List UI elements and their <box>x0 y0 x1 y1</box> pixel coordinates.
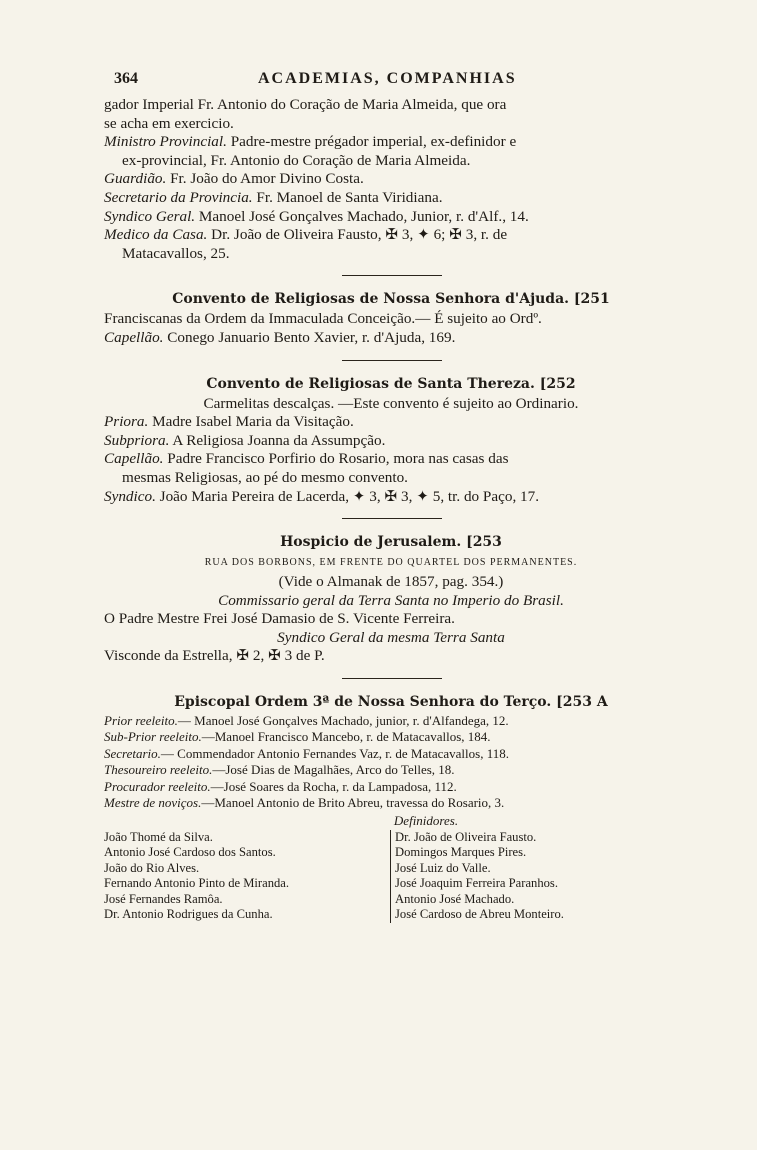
text-line: se acha em exercicio. <box>104 114 234 132</box>
officer-line: Thesoureiro reeleito.—José Dias de Magalhães, Arco do Telles, 18. <box>104 762 455 778</box>
officer-line: Syndico Geral. Manoel José Gonçalves Machado, Junior, r. d'Alf., 14. <box>104 207 529 225</box>
ajuda-section <box>104 288 678 347</box>
syndic-title: Syndico Geral da mesma Terra Santa <box>277 628 505 646</box>
hospicio-section <box>104 531 678 666</box>
list-item: Antonio José Cardoso dos Santos. <box>104 845 276 860</box>
text-line: gador Imperial Fr. Antonio do Coração de Maria Almeida, que ora <box>104 96 507 113</box>
officer-line: Sub-Prior reeleito.—Manoel Francisco Mancebo, r. de Matacavallos, 184. <box>104 729 491 745</box>
page-number: 364 <box>114 70 138 87</box>
officer-line: Secretario.— Commendador Antonio Fernandes Vaz, r. de Matacavallos, 118. <box>104 745 509 761</box>
document-page <box>104 70 678 923</box>
list-item: Fernando Antonio Pinto de Miranda. <box>104 876 290 891</box>
officer-line: Guardião. Fr. João do Amor Divino Costa. <box>104 170 364 188</box>
thereza-section <box>104 373 678 507</box>
list-item: José Joaquim Ferreira Paranhos. <box>395 876 558 891</box>
list-item: José Fernandes Ramôa. <box>104 891 223 906</box>
officer-line: Medico da Casa. Dr. João de Oliveira Fausto, ✠ 3, ✦ 6; ✠ 3, r. de <box>104 226 508 244</box>
commissary-name: O Padre Mestre Frei José Damasio de S. Vicente Ferreira. <box>104 610 455 628</box>
list-item: Dr. Antonio Rodrigues da Cunha. <box>104 907 273 922</box>
list-item: José Luiz do Valle. <box>395 860 491 875</box>
list-item: Dr. João de Oliveira Fausto. <box>395 829 537 844</box>
definidores-title: Definidores. <box>393 812 459 828</box>
officers-list <box>104 713 678 811</box>
page-header <box>104 70 678 96</box>
section-divider <box>342 275 442 276</box>
definidores-right-column <box>390 830 678 924</box>
section-divider <box>342 518 442 519</box>
officer-line: Capellão. Conego Januario Bento Xavier, r. d'Ajuda, 169. <box>104 328 456 346</box>
syndic-name: Visconde da Estrella, ✠ 2, ✠ 3 de P. <box>104 647 325 665</box>
section-title: Convento de Religiosas de Santa Thereza. [252 <box>206 375 576 392</box>
list-item: João Thomé da Silva. <box>104 829 213 844</box>
section-title: Episcopal Ordem 3ª de Nossa Senhora do Terço. [253 A <box>174 694 608 711</box>
episcopal-section <box>104 691 678 923</box>
officer-line: Subpriora. A Religiosa Joanna da Assumpção. <box>104 431 386 449</box>
officer-line: Secretario da Provincia. Fr. Manoel de Santa Viridiana. <box>104 188 443 206</box>
reference-note: (Vide o Almanak de 1857, pag. 354.) <box>278 573 504 591</box>
section-divider <box>342 678 442 679</box>
officer-line: Prior reeleito.— Manoel José Gonçalves Machado, junior, r. d'Alfandega, 12. <box>104 713 509 729</box>
officer-line: Mestre de noviços.—Manoel Antonio de Brito Abreu, travessa do Rosario, 3. <box>104 795 505 811</box>
officer-line: Capellão. Padre Francisco Porfirio do Rosario, mora nas casas das <box>104 450 509 468</box>
officer-line: Ministro Provincial. Padre-mestre prégador imperial, ex-definidor e <box>104 133 517 151</box>
officer-line: Syndico. João Maria Pereira de Lacerda, ✦ 3, ✠ 3, ✦ 5, tr. do Paço, 17. <box>104 487 540 505</box>
section-divider <box>342 360 442 361</box>
top-section <box>104 96 678 263</box>
commissary-title: Commissario geral da Terra Santa no Imperio do Brasil. <box>218 591 564 609</box>
list-item: Antonio José Machado. <box>395 891 515 906</box>
officer-line: Priora. Madre Isabel Maria da Visitação. <box>104 413 354 431</box>
section-title: Convento de Religiosas de Nossa Senhora d'Ajuda. [251 <box>172 291 610 308</box>
running-title: ACADEMIAS, COMPANHIAS <box>258 70 517 87</box>
section-title: Hospicio de Jerusalem. [253 <box>280 534 502 551</box>
address-line: RUA DOS BORBONS, EM FRENTE DO QUARTEL DOS PERMANENTES. <box>204 557 578 569</box>
text-line: ex-provincial, Fr. Antonio do Coração de Maria Almeida. <box>122 151 471 169</box>
definidores-table <box>104 830 678 924</box>
text-line: Matacavallos, 25. <box>122 244 230 262</box>
section-subtitle: Carmelitas descalças. —Este convento é sujeito ao Ordinario. <box>203 394 579 412</box>
list-item: João do Rio Alves. <box>104 860 200 875</box>
text-line: mesmas Religiosas, ao pé do mesmo convento. <box>122 468 408 486</box>
definidores-left-column <box>104 830 390 924</box>
list-item: Domingos Marques Pires. <box>395 845 527 860</box>
officer-line: Procurador reeleito.—José Soares da Rocha, r. da Lampadosa, 112. <box>104 778 457 794</box>
text-line: Franciscanas da Ordem da Immaculada Conceição.— É sujeito ao Ordº. <box>104 310 542 328</box>
list-item: José Cardoso de Abreu Monteiro. <box>395 907 564 922</box>
